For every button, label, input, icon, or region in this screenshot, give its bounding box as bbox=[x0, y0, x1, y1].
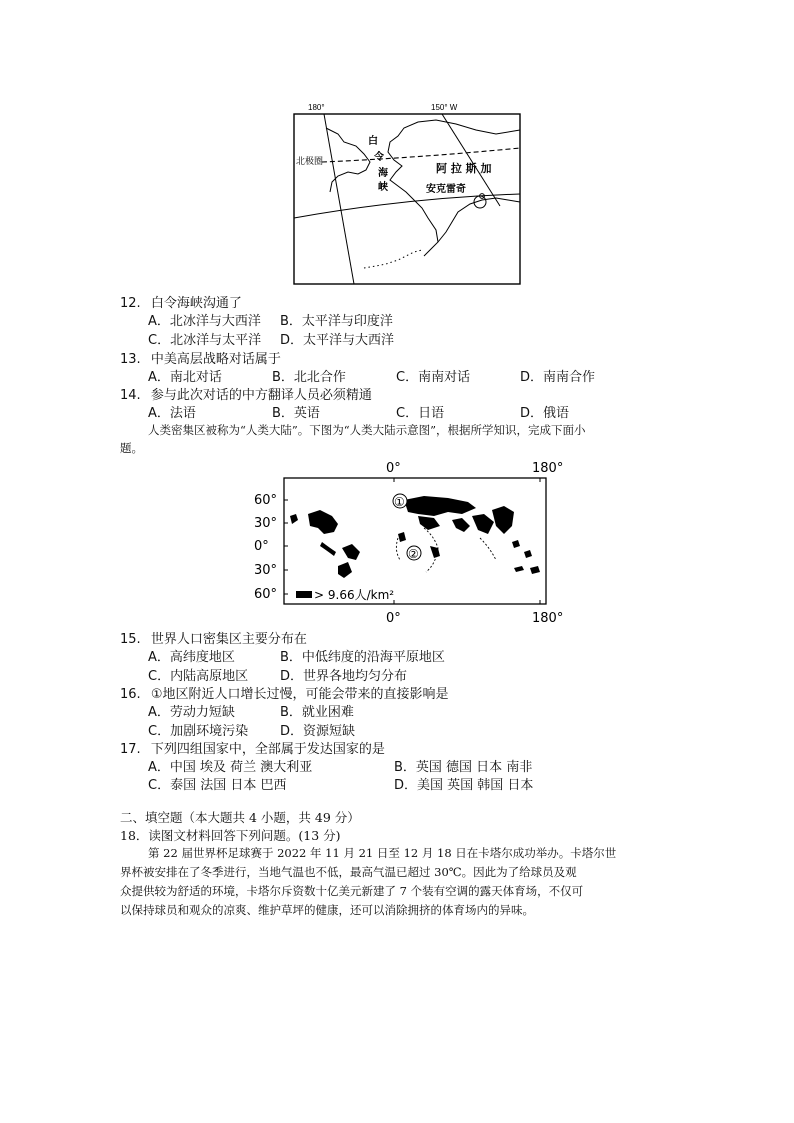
q14-stem: 参与此次对话的中方翻译人员必须精通 bbox=[150, 388, 372, 403]
section-heading: 二、填空题（本大题共 4 小题，共 49 分） bbox=[120, 810, 360, 825]
q17-option-a: A．中国 埃及 荷兰 澳大利亚 bbox=[148, 760, 313, 775]
map2-frame bbox=[284, 478, 546, 604]
q14-option-c: C．日语 bbox=[396, 406, 445, 421]
legend-label: > 9.66人/km² bbox=[314, 588, 395, 602]
map1-label-arctic-circle: 北极圈 bbox=[296, 157, 324, 167]
q17-number: 17. bbox=[120, 742, 141, 757]
q12-number: 12. bbox=[120, 296, 141, 311]
map1-label-alaska: 阿 拉 斯 加 bbox=[436, 162, 492, 175]
question-16 bbox=[120, 683, 448, 702]
q13-option-c: C．南南对话 bbox=[396, 370, 471, 385]
bering-strait-map bbox=[286, 100, 526, 288]
q12-option-a: A．北冰洋与大西洋 bbox=[148, 314, 261, 329]
map2-top-label-180: 180° bbox=[532, 461, 564, 476]
map1-label-anchorage: 安克雷奇 bbox=[426, 184, 466, 195]
question-12 bbox=[120, 292, 242, 311]
arctic-circle-line bbox=[322, 148, 520, 162]
map2-bottom-label-180: 180° bbox=[532, 611, 564, 626]
population-density-areas bbox=[290, 496, 540, 578]
map2-bottom-label-0: 0° bbox=[386, 611, 401, 626]
marker-2: ② bbox=[408, 547, 419, 561]
question-17 bbox=[120, 738, 385, 757]
map1-lon-label-150w: 150° W bbox=[431, 103, 458, 112]
passage-line-1: 第 22 届世界杯足球赛于 2022 年 11 月 21 日至 12 月 18 日在卡塔尔成功举办。卡塔尔世 bbox=[148, 846, 617, 860]
alaska-south-coast bbox=[438, 198, 520, 242]
question-14 bbox=[120, 384, 372, 403]
map2-lat-0: 0° bbox=[254, 539, 269, 554]
map2-lat-30s: 30° bbox=[254, 563, 278, 578]
q12-stem: 白令海峡沟通了 bbox=[150, 296, 242, 311]
map1-label-strait-1: 白 bbox=[368, 136, 378, 147]
passage-line-2: 界杯被安排在了冬季进行，当地气温也不低，最高气温已超过 30℃。因此为了给球员及观 bbox=[120, 865, 577, 879]
intro-line-1: 人类密集区被称为“人类大陆”。下图为“人类大陆示意图”，根据所学知识，完成下面小 bbox=[148, 423, 586, 437]
q12-option-c: C．北冰洋与太平洋 bbox=[148, 333, 262, 348]
q14-option-d: D．俄语 bbox=[520, 406, 570, 421]
q17-stem: 下列四组国家中，全部属于发达国家的是 bbox=[150, 742, 385, 757]
q15-option-b: B．中低纬度的沿海平原地区 bbox=[280, 650, 445, 665]
human-continent-map bbox=[248, 456, 578, 628]
question-18: 18．读图文材料回答下列问题。(13 分) bbox=[120, 828, 341, 843]
q14-option-a: A．法语 bbox=[148, 406, 196, 421]
q14-option-b: B．英语 bbox=[272, 406, 320, 421]
meridian-180 bbox=[324, 114, 354, 284]
q16-option-c: C．加剧环境污染 bbox=[148, 724, 249, 739]
q17-option-d: D．美国 英国 韩国 日本 bbox=[394, 778, 534, 793]
q13-option-b: B．北北合作 bbox=[272, 370, 346, 385]
q14-number: 14. bbox=[120, 388, 141, 403]
q17-option-b: B．英国 德国 日本 南非 bbox=[394, 760, 533, 775]
q15-number: 15. bbox=[120, 632, 141, 647]
q16-stem: ①地区附近人口增长过慢，可能会带来的直接影响是 bbox=[150, 687, 449, 702]
q16-option-a: A．劳动力短缺 bbox=[148, 705, 235, 720]
q17-option-c: C．泰国 法国 日本 巴西 bbox=[148, 778, 287, 793]
parallel-line bbox=[294, 194, 520, 218]
q15-stem: 世界人口密集区主要分布在 bbox=[150, 632, 307, 647]
map1-label-strait-2: 令 bbox=[374, 152, 384, 163]
q12-option-d: D．太平洋与大西洋 bbox=[280, 333, 395, 348]
marker-1: ① bbox=[394, 495, 405, 509]
question-15 bbox=[120, 628, 307, 647]
aleutian-islands bbox=[364, 250, 422, 268]
q13-option-a: A．南北对话 bbox=[148, 370, 222, 385]
passage-line-4: 以保持球员和观众的凉爽、维护草坪的健康，还可以消除拥挤的体育场内的异味。 bbox=[120, 903, 534, 917]
intro-line-2: 题。 bbox=[120, 441, 143, 455]
question-13 bbox=[120, 348, 281, 367]
map1-label-strait-3: 海 bbox=[378, 168, 388, 179]
map2-lat-60n: 60° bbox=[254, 493, 278, 508]
map1-label-strait-4: 峡 bbox=[378, 182, 388, 193]
q15-option-a: A．高纬度地区 bbox=[148, 650, 235, 665]
map2-lat-60s: 60° bbox=[254, 587, 278, 602]
q13-option-d: D．南南合作 bbox=[520, 370, 596, 385]
q16-option-d: D．资源短缺 bbox=[280, 724, 356, 739]
q16-option-b: B．就业困难 bbox=[280, 705, 354, 720]
q15-option-d: D．世界各地均匀分布 bbox=[280, 669, 408, 684]
map2-top-label-0: 0° bbox=[386, 461, 401, 476]
q15-option-c: C．内陆高原地区 bbox=[148, 669, 249, 684]
q12-option-b: B．太平洋与印度洋 bbox=[280, 314, 393, 329]
legend-swatch bbox=[296, 591, 312, 598]
map2-lat-30n: 30° bbox=[254, 516, 278, 531]
passage-line-3: 众提供较为舒适的环境，卡塔尔斥资数十亿美元新建了 7 个装有空调的露天体育场，不仅可 bbox=[120, 884, 584, 898]
q13-number: 13. bbox=[120, 352, 141, 367]
map1-lon-label-180: 180° bbox=[308, 103, 325, 112]
q16-number: 16. bbox=[120, 687, 141, 702]
q13-stem: 中美高层战略对话属于 bbox=[150, 352, 281, 367]
